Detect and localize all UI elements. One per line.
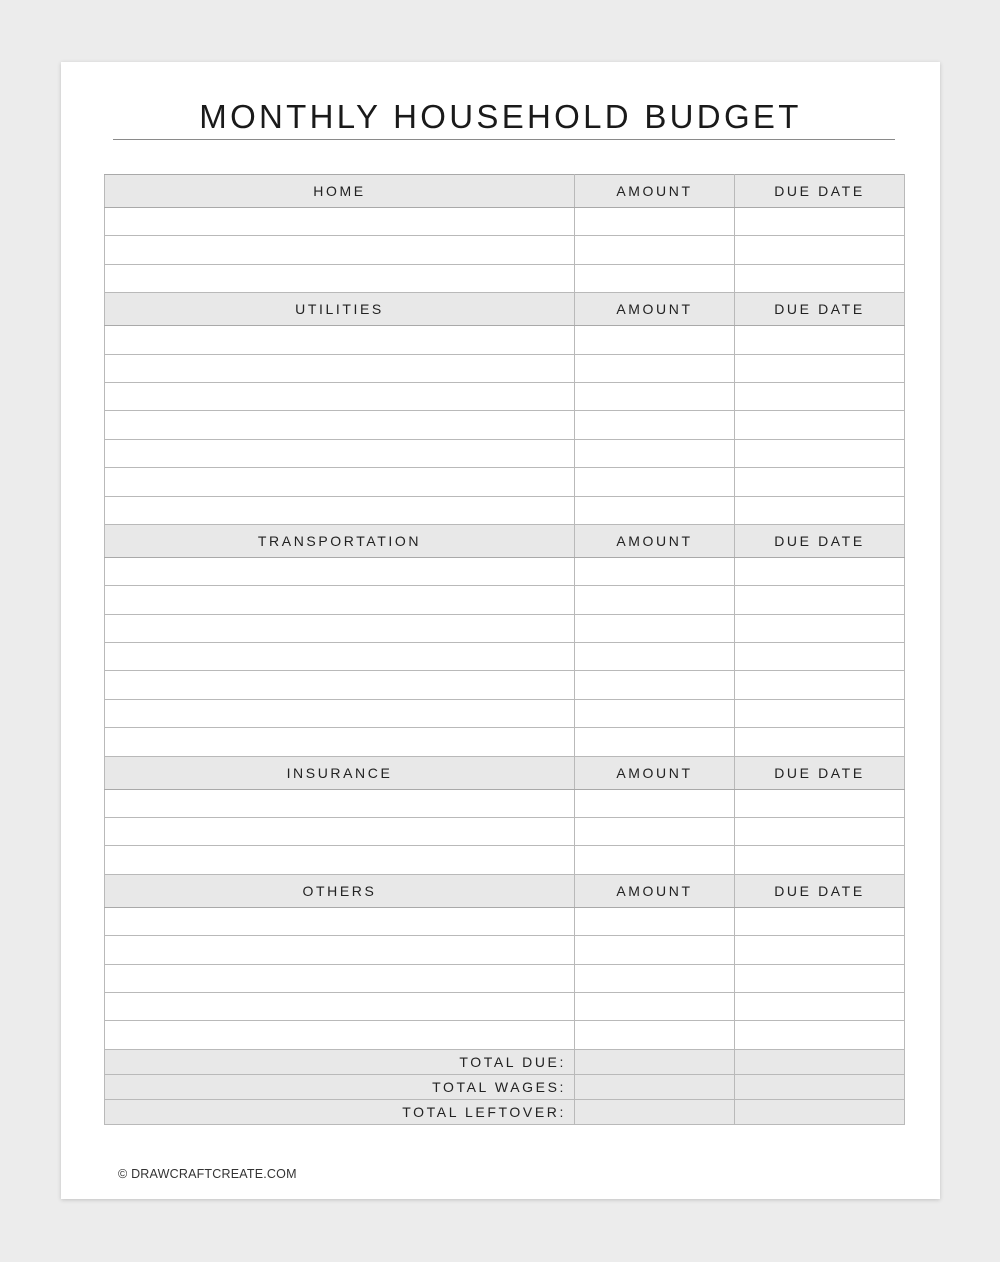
due-date-cell[interactable]: [735, 439, 905, 467]
section-header-insurance: [105, 756, 905, 789]
amount-column-header: AMOUNT: [575, 874, 735, 907]
amount-cell[interactable]: [575, 411, 735, 439]
due-date-cell[interactable]: [735, 264, 905, 292]
table-row: [105, 671, 905, 699]
total-extra-cell[interactable]: [735, 1049, 905, 1074]
item-cell[interactable]: [105, 208, 575, 236]
total-row: [105, 1099, 905, 1124]
table-row: [105, 264, 905, 292]
total-amount-cell[interactable]: [575, 1099, 735, 1124]
amount-column-header: AMOUNT: [575, 524, 735, 557]
amount-cell[interactable]: [575, 586, 735, 614]
section-title: TRANSPORTATION: [105, 524, 575, 557]
amount-cell[interactable]: [575, 846, 735, 874]
table-row: [105, 586, 905, 614]
section-title: UTILITIES: [105, 293, 575, 326]
section-title: HOME: [105, 175, 575, 208]
due-date-cell[interactable]: [735, 907, 905, 935]
table-row: [105, 643, 905, 671]
section-header-transportation: [105, 524, 905, 557]
amount-column-header: AMOUNT: [575, 756, 735, 789]
due-date-cell[interactable]: [735, 789, 905, 817]
due-date-cell[interactable]: [735, 699, 905, 727]
due-date-cell[interactable]: [735, 411, 905, 439]
table-row: [105, 818, 905, 846]
title-divider: [113, 139, 895, 140]
due-date-cell[interactable]: [735, 936, 905, 964]
total-extra-cell[interactable]: [735, 1074, 905, 1099]
section-header-utilities: [105, 293, 905, 326]
due-date-column-header: DUE DATE: [735, 524, 905, 557]
due-date-cell[interactable]: [735, 818, 905, 846]
due-date-cell[interactable]: [735, 557, 905, 585]
due-date-cell[interactable]: [735, 586, 905, 614]
amount-cell[interactable]: [575, 699, 735, 727]
item-cell[interactable]: [105, 818, 575, 846]
due-date-column-header: DUE DATE: [735, 293, 905, 326]
table-row: [105, 411, 905, 439]
table-row: [105, 208, 905, 236]
due-date-cell[interactable]: [735, 208, 905, 236]
total-row: [105, 1074, 905, 1099]
due-date-cell[interactable]: [735, 846, 905, 874]
section-header-others: [105, 874, 905, 907]
amount-cell[interactable]: [575, 614, 735, 642]
amount-cell[interactable]: [575, 728, 735, 756]
item-cell[interactable]: [105, 468, 575, 496]
section-title: INSURANCE: [105, 756, 575, 789]
due-date-cell[interactable]: [735, 468, 905, 496]
table-row: [105, 964, 905, 992]
amount-cell[interactable]: [575, 557, 735, 585]
item-cell[interactable]: [105, 439, 575, 467]
due-date-cell[interactable]: [735, 728, 905, 756]
budget-table: [104, 174, 905, 1125]
total-amount-cell[interactable]: [575, 1074, 735, 1099]
item-cell[interactable]: [105, 671, 575, 699]
table-row: [105, 1021, 905, 1049]
item-cell[interactable]: [105, 936, 575, 964]
section-title: OTHERS: [105, 874, 575, 907]
item-cell[interactable]: [105, 586, 575, 614]
total-extra-cell[interactable]: [735, 1099, 905, 1124]
total-label: TOTAL DUE:: [105, 1049, 575, 1074]
due-date-cell[interactable]: [735, 326, 905, 354]
due-date-column-header: DUE DATE: [735, 175, 905, 208]
amount-cell[interactable]: [575, 964, 735, 992]
amount-cell[interactable]: [575, 236, 735, 264]
amount-cell[interactable]: [575, 992, 735, 1020]
table-row: [105, 846, 905, 874]
item-cell[interactable]: [105, 326, 575, 354]
section-header-home: [105, 175, 905, 208]
total-row: [105, 1049, 905, 1074]
due-date-column-header: DUE DATE: [735, 874, 905, 907]
table-row: [105, 382, 905, 410]
item-cell[interactable]: [105, 643, 575, 671]
item-cell[interactable]: [105, 614, 575, 642]
amount-cell[interactable]: [575, 1021, 735, 1049]
due-date-cell[interactable]: [735, 643, 905, 671]
item-cell[interactable]: [105, 354, 575, 382]
item-cell[interactable]: [105, 699, 575, 727]
amount-cell[interactable]: [575, 671, 735, 699]
item-cell[interactable]: [105, 1021, 575, 1049]
table-row: [105, 354, 905, 382]
due-date-cell[interactable]: [735, 496, 905, 524]
item-cell[interactable]: [105, 789, 575, 817]
amount-cell[interactable]: [575, 818, 735, 846]
copyright-footer: © DRAWCRAFTCREATE.COM: [118, 1167, 297, 1181]
table-row: [105, 496, 905, 524]
item-cell[interactable]: [105, 236, 575, 264]
amount-cell[interactable]: [575, 439, 735, 467]
total-amount-cell[interactable]: [575, 1049, 735, 1074]
page-title: MONTHLY HOUSEHOLD BUDGET: [199, 98, 802, 135]
due-date-cell[interactable]: [735, 671, 905, 699]
item-cell[interactable]: [105, 907, 575, 935]
item-cell[interactable]: [105, 411, 575, 439]
item-cell[interactable]: [105, 382, 575, 410]
table-row: [105, 907, 905, 935]
table-row: [105, 468, 905, 496]
amount-cell[interactable]: [575, 326, 735, 354]
amount-cell[interactable]: [575, 789, 735, 817]
amount-column-header: AMOUNT: [575, 175, 735, 208]
total-label: TOTAL LEFTOVER:: [105, 1099, 575, 1124]
item-cell[interactable]: [105, 846, 575, 874]
due-date-column-header: DUE DATE: [735, 756, 905, 789]
due-date-cell[interactable]: [735, 354, 905, 382]
amount-cell[interactable]: [575, 208, 735, 236]
table-row: [105, 789, 905, 817]
due-date-cell[interactable]: [735, 382, 905, 410]
table-row: [105, 439, 905, 467]
amount-cell[interactable]: [575, 264, 735, 292]
due-date-cell[interactable]: [735, 614, 905, 642]
table-row: [105, 992, 905, 1020]
amount-cell[interactable]: [575, 354, 735, 382]
item-cell[interactable]: [105, 557, 575, 585]
due-date-cell[interactable]: [735, 992, 905, 1020]
table-row: [105, 236, 905, 264]
amount-cell[interactable]: [575, 936, 735, 964]
amount-cell[interactable]: [575, 907, 735, 935]
amount-cell[interactable]: [575, 643, 735, 671]
amount-cell[interactable]: [575, 382, 735, 410]
table-row: [105, 728, 905, 756]
table-row: [105, 557, 905, 585]
item-cell[interactable]: [105, 992, 575, 1020]
table-row: [105, 936, 905, 964]
amount-cell[interactable]: [575, 496, 735, 524]
due-date-cell[interactable]: [735, 1021, 905, 1049]
budget-sheet: [61, 62, 940, 1199]
item-cell[interactable]: [105, 264, 575, 292]
amount-column-header: AMOUNT: [575, 293, 735, 326]
item-cell[interactable]: [105, 728, 575, 756]
table-row: [105, 699, 905, 727]
total-label: TOTAL WAGES:: [105, 1074, 575, 1099]
item-cell[interactable]: [105, 964, 575, 992]
due-date-cell[interactable]: [735, 236, 905, 264]
table-row: [105, 614, 905, 642]
table-row: [105, 326, 905, 354]
due-date-cell[interactable]: [735, 964, 905, 992]
amount-cell[interactable]: [575, 468, 735, 496]
item-cell[interactable]: [105, 496, 575, 524]
